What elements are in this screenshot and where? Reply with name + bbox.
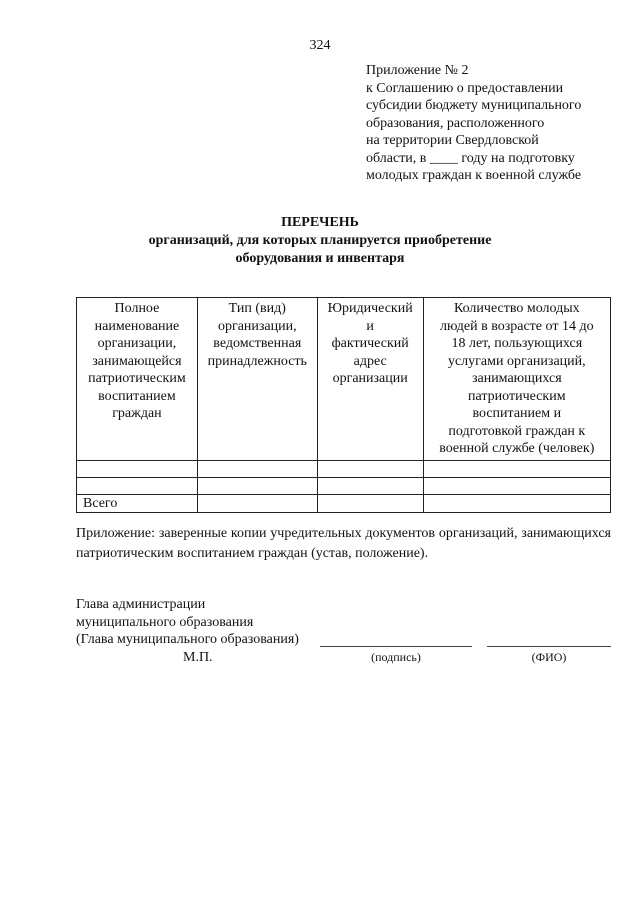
signature-caption: (подпись) xyxy=(371,650,421,664)
annex-line: на территории Свердловской xyxy=(366,133,539,148)
title-line: организаций, для которых планируется приобретение xyxy=(148,233,492,248)
organizations-table xyxy=(76,297,611,513)
signer-title-line: Глава администрации xyxy=(76,597,206,612)
annex-block xyxy=(366,62,581,185)
signature-block xyxy=(76,596,299,649)
title-line: оборудования и инвентаря xyxy=(235,251,405,266)
annex-line: образования, расположенного xyxy=(366,115,545,131)
header-address: Юридический и фактический адрес организации xyxy=(317,298,423,461)
annex-line: субсидии бюджету муниципального xyxy=(366,98,582,113)
header-youth-count: Количество молодых людей в возрасте от 14 до 18 лет, пользующихся услугами организаций, занимающихся патриотическим воспитанием и подготовкой граждан к военной службе (человек) xyxy=(423,298,610,461)
name-line xyxy=(487,646,611,647)
signature-line xyxy=(320,646,472,647)
total-label: Всего xyxy=(77,494,198,513)
title-heading: ПЕРЕЧЕНЬ xyxy=(281,215,359,230)
table-row xyxy=(77,477,611,494)
stamp-label: М.П. xyxy=(183,650,213,665)
header-org-type: Тип (вид) организации, ведомственная принадлежность xyxy=(197,298,317,461)
signer-title-line: муниципального образования xyxy=(76,614,254,630)
table-total-row xyxy=(77,494,611,513)
table-header-row xyxy=(77,298,611,461)
annex-line: к Соглашению о предоставлении xyxy=(366,80,564,96)
header-full-name: Полное наименование организации, занимающейся патриотическим воспитанием граждан xyxy=(77,298,198,461)
annex-line: молодых граждан к военной службе xyxy=(366,168,582,183)
appendix-note: Приложение: заверенные копии учредительных документов организаций, занимающихся патриотическим воспитанием граждан (устав, положение). xyxy=(76,526,611,561)
annex-line: Приложение № 2 xyxy=(366,63,469,78)
page-number: 324 xyxy=(309,38,331,53)
name-caption: (ФИО) xyxy=(531,650,567,664)
table-row xyxy=(77,460,611,477)
document-title xyxy=(0,214,640,268)
signer-title-line: (Глава муниципального образования) xyxy=(76,632,299,647)
annex-line: области, в ____ году на подготовку xyxy=(366,150,575,166)
